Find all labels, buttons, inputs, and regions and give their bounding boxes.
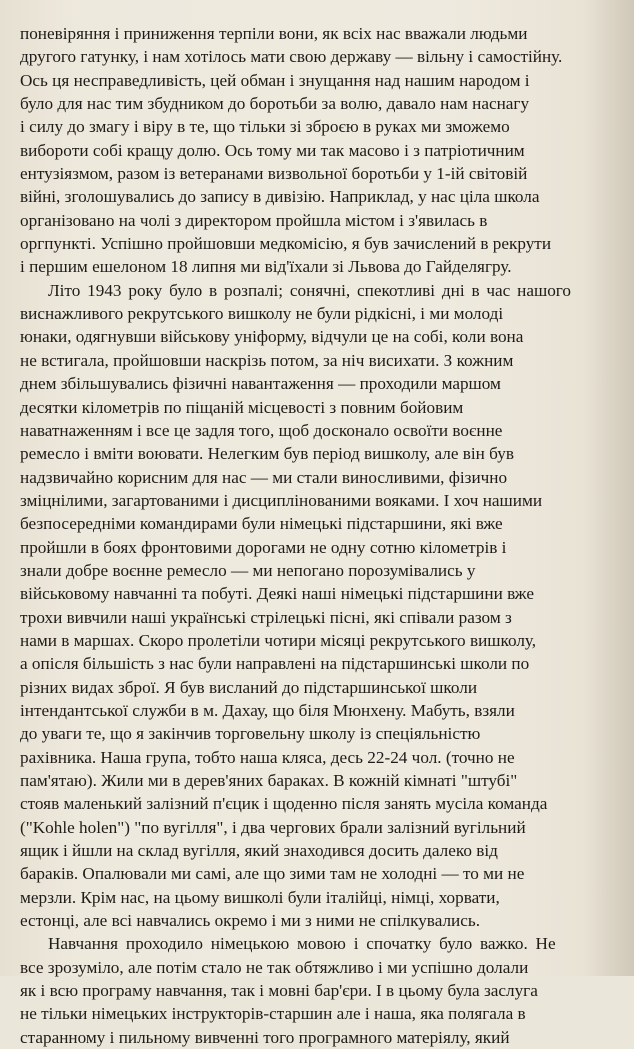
text-line: виснажливого рекрутського вишколу не були рідкісні, і ми молоді — [20, 304, 504, 324]
text-line: днем збільшувались фізичні навантаження — проходили маршом — [20, 374, 501, 394]
text-line: нами в маршах. Скоро пролетіли чотири місяці рекрутського вишколу, — [20, 630, 537, 650]
text-line: бараків. Опалювали ми самі, але що зими там не холодні — то ми не — [20, 864, 525, 884]
text-line: інтендантської служби в м. Дахау, що біля Мюнхену. Мабуть, взяли — [20, 700, 515, 720]
text-line: виборoти собі кращу долю. Ось тому ми так масово і з патріотичним — [20, 140, 525, 160]
text-line: було для нас тим збудником до боротьби за волю, давало нам наснагу — [20, 94, 530, 114]
text-line: наватнаженням і все це задля того, щоб досконало освоїти воєнне — [20, 420, 503, 440]
text-line: трохи вивчили наші українські стрілецькі пісні, які співали разом з — [20, 607, 512, 627]
text-line: Літо 1943 року було в розпалі; сонячні, спекотливі дні в час нашого — [48, 280, 572, 300]
text-line: Навчання проходило німецькою мовою і спочатку було важко. Не — [48, 934, 556, 954]
paragraph — [20, 22, 614, 279]
text-line: організовано на чолі з директором пройшла містом і з'явилась в — [20, 210, 488, 230]
text-line: безпосередніми командирами були німецькі підстаршини, які вже — [20, 514, 503, 534]
text-line: військовому навчанні та побуті. Деякі наші німецькі підстаршини вже — [20, 584, 534, 604]
text-line: другого гатунку, і нам хотілось мати свою державу — вільну і самостійну. — [20, 47, 563, 67]
text-line: зміцнілими, загартованими і дисциплінованими вояками. І хоч нашими — [20, 490, 543, 510]
text-line: юнаки, одягнувши військову уніформу, відчули це на собі, коли вона — [20, 327, 524, 347]
text-line: естонці, але всі навчались окремо і ми з ними не спілкувались. — [20, 911, 481, 931]
text-line: все зрозуміло, але потім стало не так обтяжливо і ми успішно долали — [20, 957, 529, 977]
text-line: знали добре воєнне ремесло — ми непогано порозумівались у — [20, 560, 476, 580]
text-line: ентузіязмом, разом із ветеранами визвольної боротьби у 1-ій світовій — [20, 164, 528, 184]
page-text — [20, 22, 614, 1049]
text-line: ("Kohle holen") "по вугілля", і два чергових брали залізний вугільний — [20, 817, 526, 837]
text-line: ремесло і вміти воювати. Нелегким був період вишколу, але він був — [20, 444, 514, 464]
text-line: рахівника. Наша група, тобто наша кляса, десь 22-24 чол. (точно не — [20, 747, 515, 767]
text-line: оргпункті. Успішно пройшовши медкомісію, я був зачислений в рекрути — [20, 234, 552, 254]
text-line: і першим ешелоном 18 липня ми від'їхали зі Львова до Гайделягру. — [20, 257, 512, 277]
paragraph — [20, 932, 614, 1049]
text-line: Ось ця несправедливість, цей обман і знущання над нашим народом і — [20, 70, 530, 90]
text-line: пройшли в боях фронтовими дорогами не одну сотню кілометрів і — [20, 537, 507, 557]
text-line: різних видах зброї. Я був висланий до підстаршинської школи — [20, 677, 478, 697]
text-line: і силу до змагу і віру в те, що тільки зі зброєю в руках ми зможемо — [20, 117, 510, 137]
text-line: до уваги те, що я закінчив торговельну школу із спеціяльністю — [20, 724, 481, 744]
paragraph — [20, 279, 614, 933]
text-line: старанному і пильному вивченні того програмного матеріялу, який — [20, 1027, 510, 1047]
text-line: стояв маленький залізний п'єцик і щоденно після занять мусіла команда — [20, 794, 548, 814]
text-line: як і всю програму навчання, так і мовні бар'єри. І в цьому була заслуга — [20, 981, 538, 1001]
text-line: не встигала, пройшовши наскрізь потом, за ніч висихати. З кожним — [20, 350, 514, 370]
text-line: ящик і йшли на склад вугілля, який знаходився досить далеко від — [20, 841, 498, 861]
text-line: поневіряння і приниження терпіли вони, як всіх нас вважали людьми — [20, 24, 528, 43]
text-line: війні, зголошувались до запису в дивізію. Наприклад, у нас ціла школа — [20, 187, 540, 207]
text-line: не тільки німецьких інструкторів-старшин але і наша, яка полягала в — [20, 1004, 526, 1024]
text-line: десятки кілометрів по піщаній місцевості з повним бойовим — [20, 397, 464, 417]
text-line: а опісля більшість з нас були направлені на підстаршинські школи по — [20, 654, 530, 674]
text-line: надзвичайно корисним для нас — ми стали виносливими, фізично — [20, 467, 508, 487]
text-line: мерзли. Крім нас, на цьому вишколі були італійці, німці, хорвати, — [20, 887, 500, 907]
text-line: пам'ятаю). Жили ми в дерев'яних бараках. В кожній кімнаті "штубі" — [20, 771, 518, 790]
